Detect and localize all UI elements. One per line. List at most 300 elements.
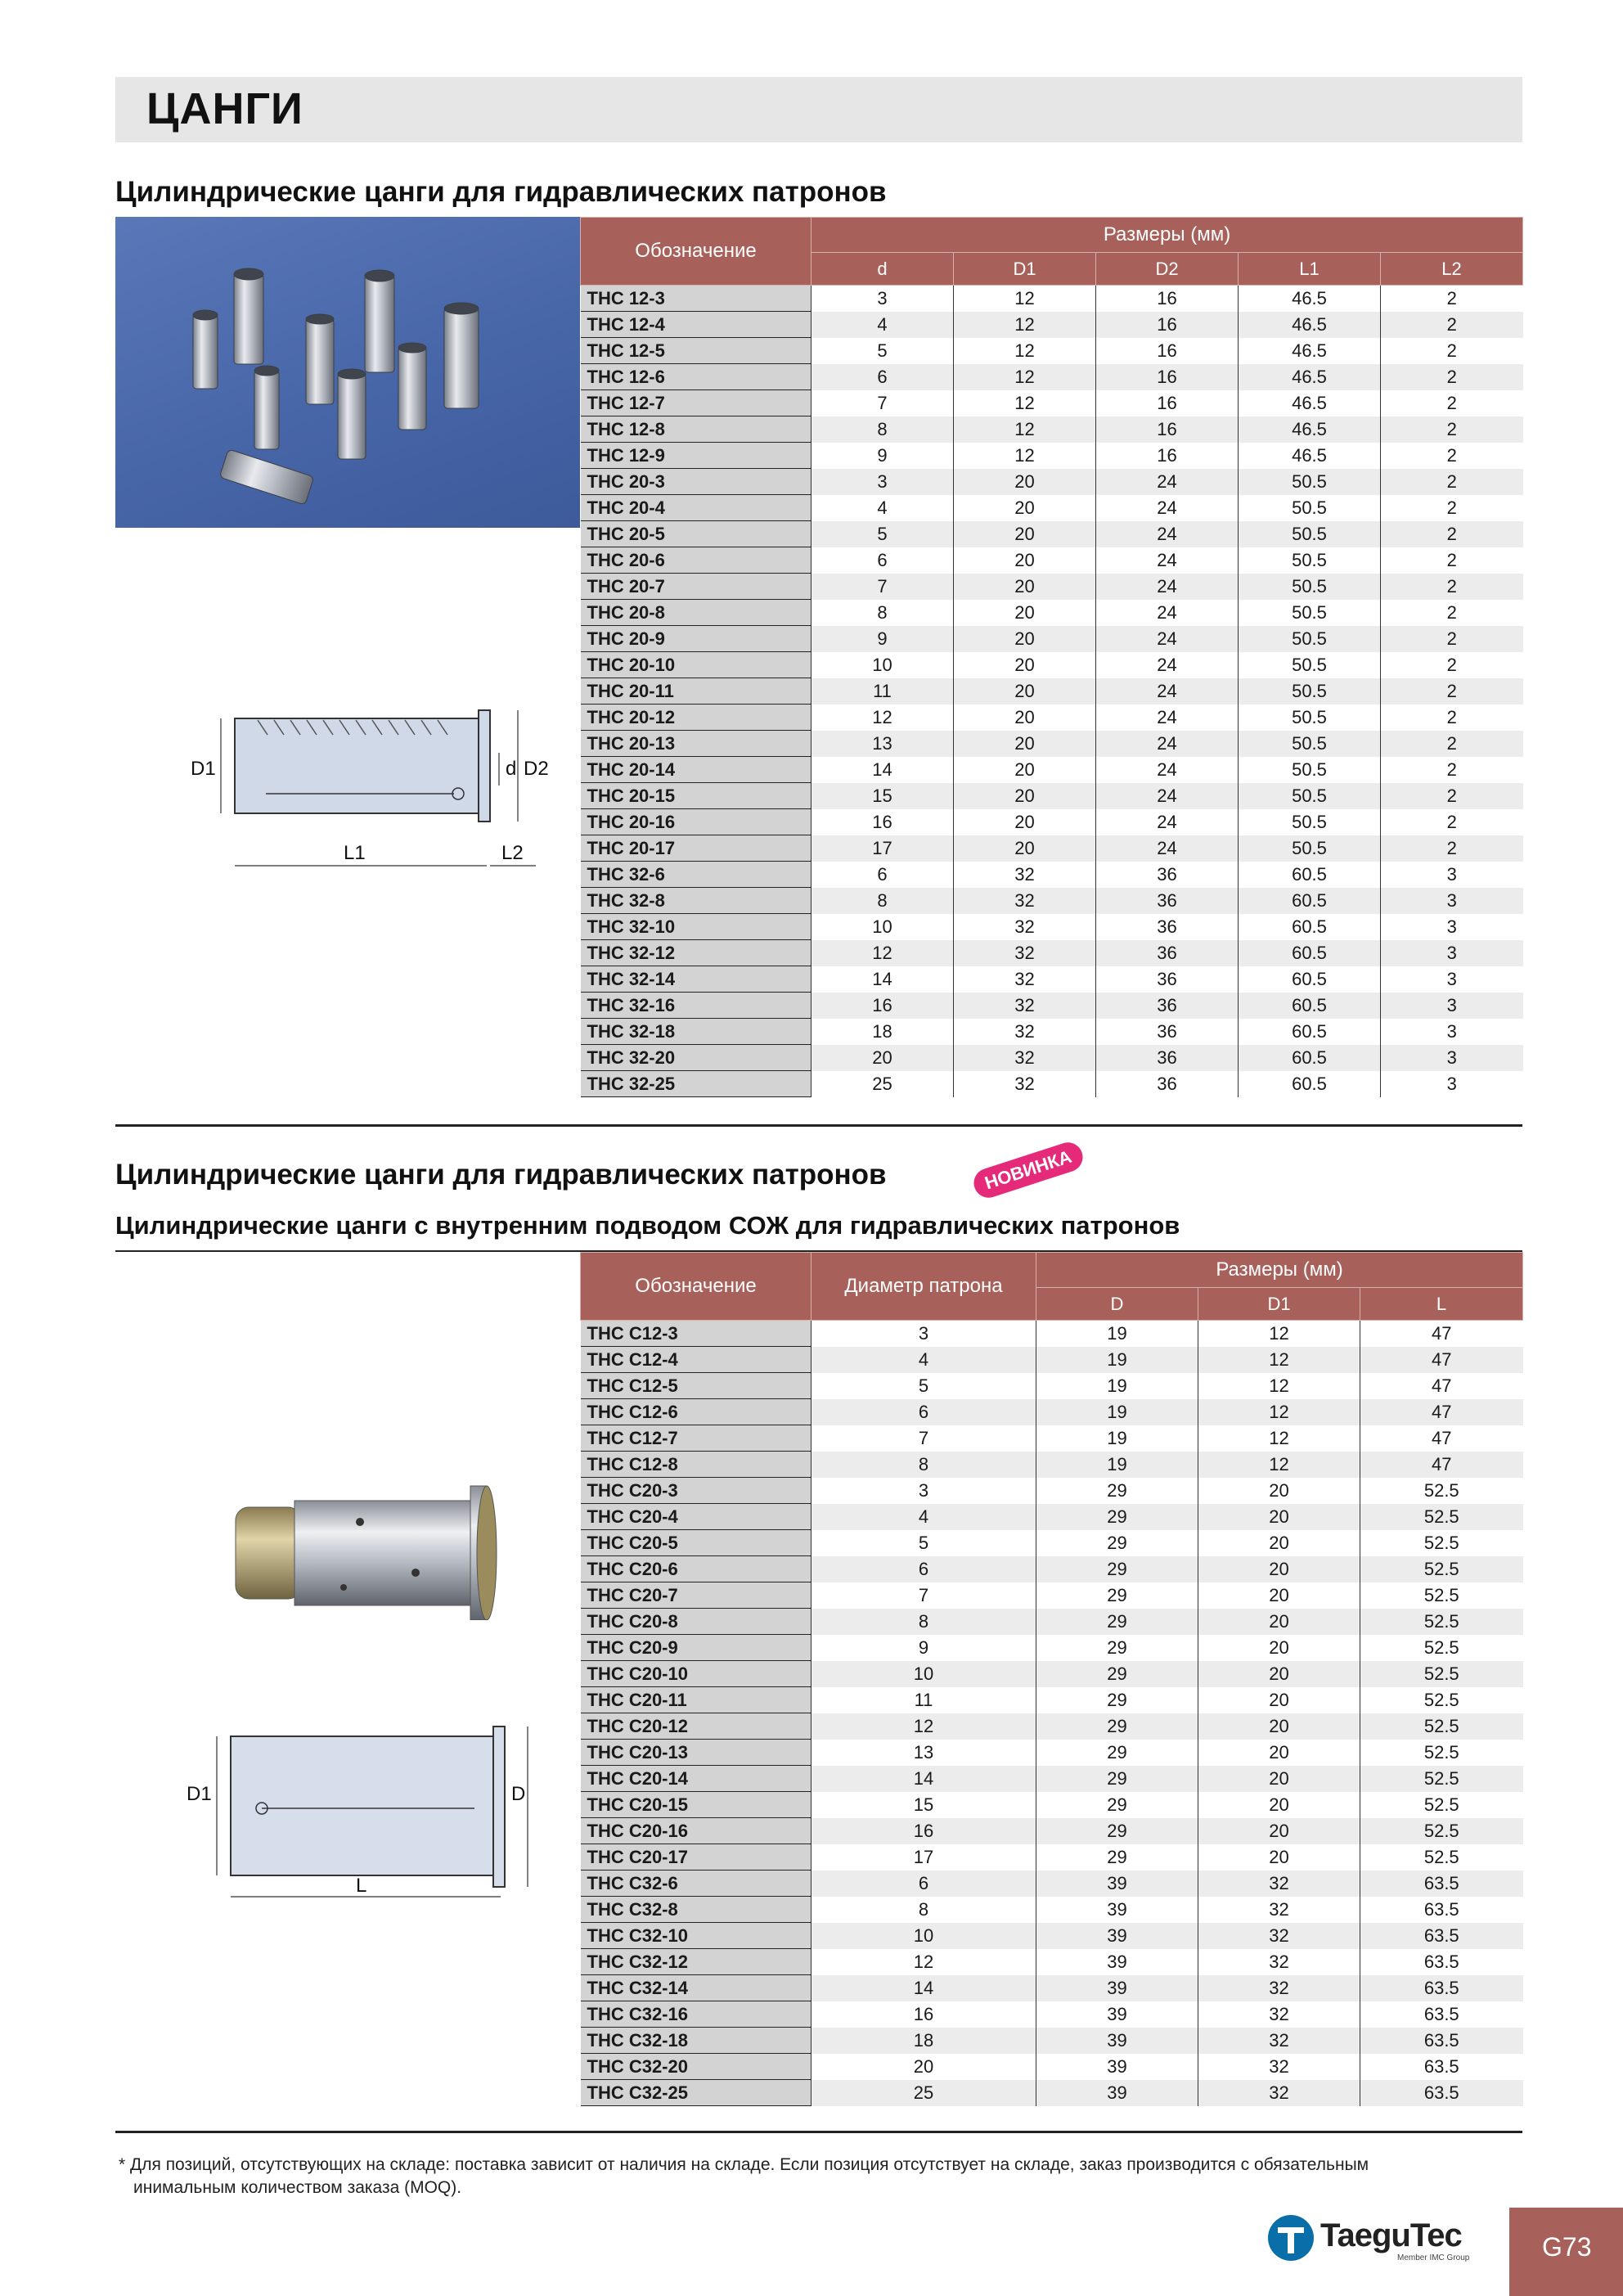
collet-drawing-2 <box>180 1718 548 1907</box>
table-row <box>581 1452 1523 1478</box>
cell-value: 32 <box>1198 2080 1360 2106</box>
cell-value: 20 <box>954 652 1096 678</box>
table-row <box>581 626 1523 652</box>
table-row <box>581 1373 1523 1399</box>
cell-value: 63.5 <box>1360 1871 1523 1897</box>
cell-value: 50.5 <box>1239 626 1381 652</box>
cell-value: 7 <box>812 574 954 600</box>
cell-code: THC C32-8 <box>581 1897 812 1923</box>
cell-value: 63.5 <box>1360 1923 1523 1949</box>
label-l2: L2 <box>501 842 524 864</box>
cell-value: 4 <box>812 312 954 338</box>
table-row <box>581 678 1523 705</box>
cell-value: 46.5 <box>1239 364 1381 390</box>
cell-value: 60.5 <box>1239 993 1381 1019</box>
cell-value: 36 <box>1096 862 1239 888</box>
cell-value: 16 <box>812 2001 1036 2028</box>
table-row <box>581 1844 1523 1871</box>
cell-value: 50.5 <box>1239 652 1381 678</box>
section1-title: Цилиндрические цанги для гидравлических патронов <box>115 176 887 208</box>
cell-value: 32 <box>954 1071 1096 1097</box>
cell-code: THC 12-4 <box>581 312 812 338</box>
table-row <box>581 1071 1523 1097</box>
cell-code: THC 20-10 <box>581 652 812 678</box>
cell-value: 8 <box>812 1897 1036 1923</box>
collet-photo-2 <box>221 1473 515 1620</box>
cell-value: 29 <box>1036 1556 1198 1582</box>
cell-value: 14 <box>812 757 954 783</box>
cell-value: 63.5 <box>1360 1897 1523 1923</box>
cell-code: THC C12-3 <box>581 1321 812 1347</box>
cell-value: 20 <box>954 547 1096 574</box>
cell-value: 16 <box>812 993 954 1019</box>
cell-value: 50.5 <box>1239 731 1381 757</box>
logo-brand: TaeguTec <box>1320 2217 1462 2253</box>
collet-drawing-1 <box>184 696 569 892</box>
cell-value: 2 <box>1381 652 1523 678</box>
cell-value: 5 <box>812 1530 1036 1556</box>
cell-value: 50.5 <box>1239 783 1381 809</box>
divider-3 <box>115 2131 1522 2133</box>
cell-value: 8 <box>812 416 954 443</box>
cell-value: 20 <box>954 469 1096 495</box>
cell-value: 52.5 <box>1360 1844 1523 1871</box>
cell-code: THC C32-12 <box>581 1949 812 1975</box>
cell-value: 50.5 <box>1239 574 1381 600</box>
cell-value: 3 <box>1381 914 1523 940</box>
cell-value: 2 <box>1381 390 1523 416</box>
cell-value: 4 <box>812 1504 1036 1530</box>
cell-value: 32 <box>1198 1949 1360 1975</box>
table-row <box>581 888 1523 914</box>
table-row <box>581 705 1523 731</box>
cell-value: 60.5 <box>1239 888 1381 914</box>
cell-value: 52.5 <box>1360 1687 1523 1713</box>
cell-code: THC 20-13 <box>581 731 812 757</box>
cell-value: 12 <box>812 705 954 731</box>
cell-value: 32 <box>954 888 1096 914</box>
cell-value: 50.5 <box>1239 600 1381 626</box>
cell-value: 20 <box>954 835 1096 862</box>
table-row <box>581 914 1523 940</box>
cell-code: THC 20-14 <box>581 757 812 783</box>
cell-value: 47 <box>1360 1321 1523 1347</box>
col-header-l1: L1 <box>1239 253 1381 286</box>
table-row <box>581 1530 1523 1556</box>
cell-code: THC C32-10 <box>581 1923 812 1949</box>
cell-code: THC 32-25 <box>581 1071 812 1097</box>
cell-value: 39 <box>1036 2028 1198 2054</box>
cell-value: 6 <box>812 1871 1036 1897</box>
cell-value: 17 <box>812 1844 1036 1871</box>
cell-value: 12 <box>954 364 1096 390</box>
cell-value: 24 <box>1096 626 1239 652</box>
cell-value: 16 <box>812 1818 1036 1844</box>
table-row <box>581 1347 1523 1373</box>
cell-value: 8 <box>812 600 954 626</box>
cell-code: THC 20-7 <box>581 574 812 600</box>
col2-header-code: Обозначение <box>581 1253 812 1321</box>
cell-value: 20 <box>954 678 1096 705</box>
cell-code: THC 20-11 <box>581 678 812 705</box>
col-header-d: d <box>812 253 954 286</box>
label-l1: L1 <box>344 842 366 864</box>
cell-value: 3 <box>812 1478 1036 1504</box>
col-header-code: Обозначение <box>581 218 812 286</box>
cell-value: 46.5 <box>1239 390 1381 416</box>
cell-value: 14 <box>812 966 954 993</box>
table-1-body <box>581 286 1523 1097</box>
table-row <box>581 1399 1523 1425</box>
table-row <box>581 1740 1523 1766</box>
cell-code: THC C20-4 <box>581 1504 812 1530</box>
cell-value: 63.5 <box>1360 2080 1523 2106</box>
col2-header-l: L <box>1360 1288 1523 1321</box>
cell-value: 29 <box>1036 1844 1198 1871</box>
cell-value: 19 <box>1036 1347 1198 1373</box>
cell-value: 2 <box>1381 731 1523 757</box>
cell-value: 16 <box>1096 416 1239 443</box>
table-row <box>581 652 1523 678</box>
cell-value: 20 <box>1198 1818 1360 1844</box>
cell-value: 12 <box>954 338 1096 364</box>
cell-value: 50.5 <box>1239 547 1381 574</box>
table-row <box>581 390 1523 416</box>
cell-value: 52.5 <box>1360 1818 1523 1844</box>
cell-value: 14 <box>812 1766 1036 1792</box>
cell-value: 39 <box>1036 1949 1198 1975</box>
cell-value: 20 <box>954 731 1096 757</box>
col-header-d2: D2 <box>1096 253 1239 286</box>
cell-value: 60.5 <box>1239 966 1381 993</box>
table-row <box>581 966 1523 993</box>
table-row <box>581 1687 1523 1713</box>
cell-value: 2 <box>1381 338 1523 364</box>
table-row <box>581 1556 1523 1582</box>
cell-value: 3 <box>1381 940 1523 966</box>
cell-value: 14 <box>812 1975 1036 2001</box>
cell-value: 47 <box>1360 1373 1523 1399</box>
cell-value: 36 <box>1096 1045 1239 1071</box>
footnote-line-1: * Для позиций, отсутствующих на складе: поставка зависит от наличия на складе. Если позиция отсутствует на складе, заказ производится с обязательным <box>119 2155 1369 2174</box>
cell-code: THC C20-5 <box>581 1530 812 1556</box>
cell-value: 3 <box>1381 1045 1523 1071</box>
cell-value: 50.5 <box>1239 521 1381 547</box>
cell-code: THC C12-5 <box>581 1373 812 1399</box>
cell-code: THC C20-6 <box>581 1556 812 1582</box>
table-row <box>581 1871 1523 1897</box>
cell-value: 32 <box>954 862 1096 888</box>
table-row <box>581 521 1523 547</box>
cell-value: 52.5 <box>1360 1766 1523 1792</box>
cell-value: 20 <box>954 783 1096 809</box>
cell-value: 3 <box>1381 1019 1523 1045</box>
collets-photo-art <box>115 217 580 528</box>
cell-value: 12 <box>1198 1452 1360 1478</box>
cell-value: 20 <box>1198 1582 1360 1609</box>
cell-value: 19 <box>1036 1373 1198 1399</box>
cell-value: 20 <box>1198 1766 1360 1792</box>
cell-value: 20 <box>1198 1556 1360 1582</box>
cell-value: 52.5 <box>1360 1504 1523 1530</box>
cell-code: THC 12-8 <box>581 416 812 443</box>
label2-l: L <box>356 1875 367 1897</box>
cell-value: 50.5 <box>1239 495 1381 521</box>
cell-code: THC C20-17 <box>581 1844 812 1871</box>
table-row <box>581 1045 1523 1071</box>
cell-value: 60.5 <box>1239 1045 1381 1071</box>
cell-value: 20 <box>1198 1792 1360 1818</box>
cell-value: 7 <box>812 1425 1036 1452</box>
cell-code: THC C32-20 <box>581 2054 812 2080</box>
cell-value: 29 <box>1036 1582 1198 1609</box>
cell-value: 5 <box>812 338 954 364</box>
col-header-l2: L2 <box>1381 253 1523 286</box>
cell-value: 20 <box>1198 1844 1360 1871</box>
cell-value: 20 <box>954 757 1096 783</box>
cell-value: 5 <box>812 521 954 547</box>
cell-value: 60.5 <box>1239 1071 1381 1097</box>
cell-code: THC 32-12 <box>581 940 812 966</box>
cell-value: 52.5 <box>1360 1530 1523 1556</box>
cell-value: 12 <box>1198 1425 1360 1452</box>
cell-code: THC C20-15 <box>581 1792 812 1818</box>
cell-value: 17 <box>812 835 954 862</box>
cell-value: 24 <box>1096 469 1239 495</box>
section2-subtitle: Цилиндрические цанги с внутренним подводом СОЖ для гидравлических патронов <box>115 1211 1180 1240</box>
label2-d1: D1 <box>187 1783 212 1805</box>
cell-value: 60.5 <box>1239 940 1381 966</box>
cell-value: 11 <box>812 1687 1036 1713</box>
cell-code: THC 20-16 <box>581 809 812 835</box>
table-row <box>581 1635 1523 1661</box>
cell-value: 29 <box>1036 1766 1198 1792</box>
cell-value: 19 <box>1036 1321 1198 1347</box>
cell-value: 9 <box>812 443 954 469</box>
cell-code: THC 12-9 <box>581 443 812 469</box>
table-row <box>581 547 1523 574</box>
cell-value: 18 <box>812 2028 1036 2054</box>
cell-value: 32 <box>954 1045 1096 1071</box>
cell-value: 2 <box>1381 835 1523 862</box>
table-row <box>581 783 1523 809</box>
cell-value: 3 <box>1381 888 1523 914</box>
cell-value: 63.5 <box>1360 2001 1523 2028</box>
table-row <box>581 731 1523 757</box>
cell-value: 2 <box>1381 286 1523 312</box>
col2-header-d1: D1 <box>1198 1288 1360 1321</box>
cell-value: 9 <box>812 1635 1036 1661</box>
cell-value: 24 <box>1096 757 1239 783</box>
cell-code: THC C20-12 <box>581 1713 812 1740</box>
cell-value: 3 <box>812 1321 1036 1347</box>
table-row <box>581 416 1523 443</box>
cell-value: 50.5 <box>1239 809 1381 835</box>
cell-value: 25 <box>812 2080 1036 2106</box>
cell-value: 50.5 <box>1239 705 1381 731</box>
cell-value: 24 <box>1096 521 1239 547</box>
cell-value: 29 <box>1036 1635 1198 1661</box>
cell-code: THC C32-18 <box>581 2028 812 2054</box>
cell-value: 32 <box>1198 2028 1360 2054</box>
cell-value: 3 <box>812 286 954 312</box>
cell-value: 10 <box>812 1923 1036 1949</box>
cell-value: 2 <box>1381 574 1523 600</box>
cell-value: 32 <box>954 966 1096 993</box>
cell-value: 36 <box>1096 993 1239 1019</box>
table-row <box>581 312 1523 338</box>
cell-value: 19 <box>1036 1452 1198 1478</box>
cell-value: 46.5 <box>1239 443 1381 469</box>
spec-table-2 <box>580 1252 1523 2106</box>
cell-code: THC 20-6 <box>581 547 812 574</box>
cell-value: 29 <box>1036 1478 1198 1504</box>
cell-value: 50.5 <box>1239 469 1381 495</box>
cell-value: 29 <box>1036 1818 1198 1844</box>
cell-value: 8 <box>812 1609 1036 1635</box>
cell-value: 6 <box>812 862 954 888</box>
cell-value: 6 <box>812 1556 1036 1582</box>
cell-value: 20 <box>1198 1661 1360 1687</box>
cell-value: 8 <box>812 1452 1036 1478</box>
cell-value: 20 <box>954 705 1096 731</box>
cell-value: 32 <box>1198 1871 1360 1897</box>
cell-value: 32 <box>1198 1975 1360 2001</box>
cell-code: THC 32-18 <box>581 1019 812 1045</box>
collet-drawing-2-art <box>180 1718 548 1907</box>
cell-code: THC 32-16 <box>581 993 812 1019</box>
cell-value: 36 <box>1096 1019 1239 1045</box>
cell-value: 10 <box>812 652 954 678</box>
table-row <box>581 364 1523 390</box>
collet-drawing-1-art <box>184 696 569 892</box>
cell-value: 2 <box>1381 495 1523 521</box>
table-row <box>581 1818 1523 1844</box>
cell-value: 32 <box>1198 1923 1360 1949</box>
table-row <box>581 1478 1523 1504</box>
label2-d: D <box>511 1783 526 1805</box>
page-number: G73 <box>1542 2232 1592 2262</box>
table-row <box>581 757 1523 783</box>
cell-value: 24 <box>1096 835 1239 862</box>
table-row <box>581 835 1523 862</box>
cell-value: 15 <box>812 783 954 809</box>
cell-value: 20 <box>1198 1609 1360 1635</box>
cell-value: 16 <box>1096 286 1239 312</box>
spec-table-1 <box>580 217 1523 1097</box>
cell-code: THC C20-10 <box>581 1661 812 1687</box>
table-row <box>581 1897 1523 1923</box>
cell-code: THC C20-16 <box>581 1818 812 1844</box>
cell-value: 2 <box>1381 364 1523 390</box>
table-row <box>581 2028 1523 2054</box>
cell-value: 60.5 <box>1239 914 1381 940</box>
table-row <box>581 1321 1523 1347</box>
cell-value: 12 <box>954 443 1096 469</box>
label-d: d <box>506 758 517 780</box>
cell-value: 32 <box>954 940 1096 966</box>
cell-value: 29 <box>1036 1504 1198 1530</box>
cell-value: 24 <box>1096 731 1239 757</box>
table-2-body <box>581 1321 1523 2106</box>
cell-value: 20 <box>954 600 1096 626</box>
cell-value: 2 <box>1381 521 1523 547</box>
cell-value: 2 <box>1381 626 1523 652</box>
cell-value: 20 <box>954 809 1096 835</box>
cell-code: THC 20-5 <box>581 521 812 547</box>
cell-value: 29 <box>1036 1530 1198 1556</box>
cell-value: 18 <box>812 1019 954 1045</box>
cell-value: 12 <box>1198 1373 1360 1399</box>
cell-value: 13 <box>812 731 954 757</box>
footnote-line-2: инимальным количеством заказа (MOQ). <box>133 2178 462 2197</box>
cell-code: THC 32-14 <box>581 966 812 993</box>
cell-value: 32 <box>1198 2054 1360 2080</box>
cell-code: THC C20-13 <box>581 1740 812 1766</box>
cell-value: 32 <box>954 914 1096 940</box>
table-row <box>581 600 1523 626</box>
cell-value: 60.5 <box>1239 1019 1381 1045</box>
cell-value: 10 <box>812 1661 1036 1687</box>
cell-value: 4 <box>812 1347 1036 1373</box>
cell-code: THC C12-6 <box>581 1399 812 1425</box>
cell-code: THC C32-16 <box>581 2001 812 2028</box>
cell-value: 47 <box>1360 1425 1523 1452</box>
cell-code: THC 32-6 <box>581 862 812 888</box>
cell-code: THC 20-8 <box>581 600 812 626</box>
cell-value: 29 <box>1036 1713 1198 1740</box>
cell-code: THC 12-3 <box>581 286 812 312</box>
cell-value: 12 <box>954 416 1096 443</box>
cell-value: 46.5 <box>1239 312 1381 338</box>
cell-value: 29 <box>1036 1609 1198 1635</box>
table-row <box>581 1975 1523 2001</box>
cell-code: THC C20-8 <box>581 1609 812 1635</box>
cell-value: 16 <box>1096 364 1239 390</box>
table-row <box>581 1582 1523 1609</box>
table-row <box>581 1792 1523 1818</box>
cell-value: 2 <box>1381 783 1523 809</box>
cell-code: THC 12-5 <box>581 338 812 364</box>
cell-value: 20 <box>812 1045 954 1071</box>
cell-code: THC 20-17 <box>581 835 812 862</box>
table-row <box>581 2080 1523 2106</box>
cell-value: 39 <box>1036 2001 1198 2028</box>
page-header <box>115 77 1522 142</box>
cell-value: 15 <box>812 1792 1036 1818</box>
cell-code: THC C12-4 <box>581 1347 812 1373</box>
table-row <box>581 574 1523 600</box>
cell-value: 2 <box>1381 416 1523 443</box>
cell-value: 2 <box>1381 757 1523 783</box>
cell-value: 50.5 <box>1239 757 1381 783</box>
cell-value: 24 <box>1096 495 1239 521</box>
collet-photo-2-art <box>221 1473 515 1620</box>
cell-value: 8 <box>812 888 954 914</box>
logo-tagline: Member IMC Group <box>1397 2253 1470 2262</box>
cell-value: 32 <box>1198 2001 1360 2028</box>
cell-value: 20 <box>1198 1713 1360 1740</box>
cell-value: 39 <box>1036 2080 1198 2106</box>
cell-value: 52.5 <box>1360 1556 1523 1582</box>
cell-code: THC C20-9 <box>581 1635 812 1661</box>
cell-value: 5 <box>812 1373 1036 1399</box>
cell-value: 20 <box>954 626 1096 652</box>
cell-value: 63.5 <box>1360 2028 1523 2054</box>
cell-code: THC 20-12 <box>581 705 812 731</box>
cell-code: THC C12-7 <box>581 1425 812 1452</box>
cell-value: 2 <box>1381 705 1523 731</box>
